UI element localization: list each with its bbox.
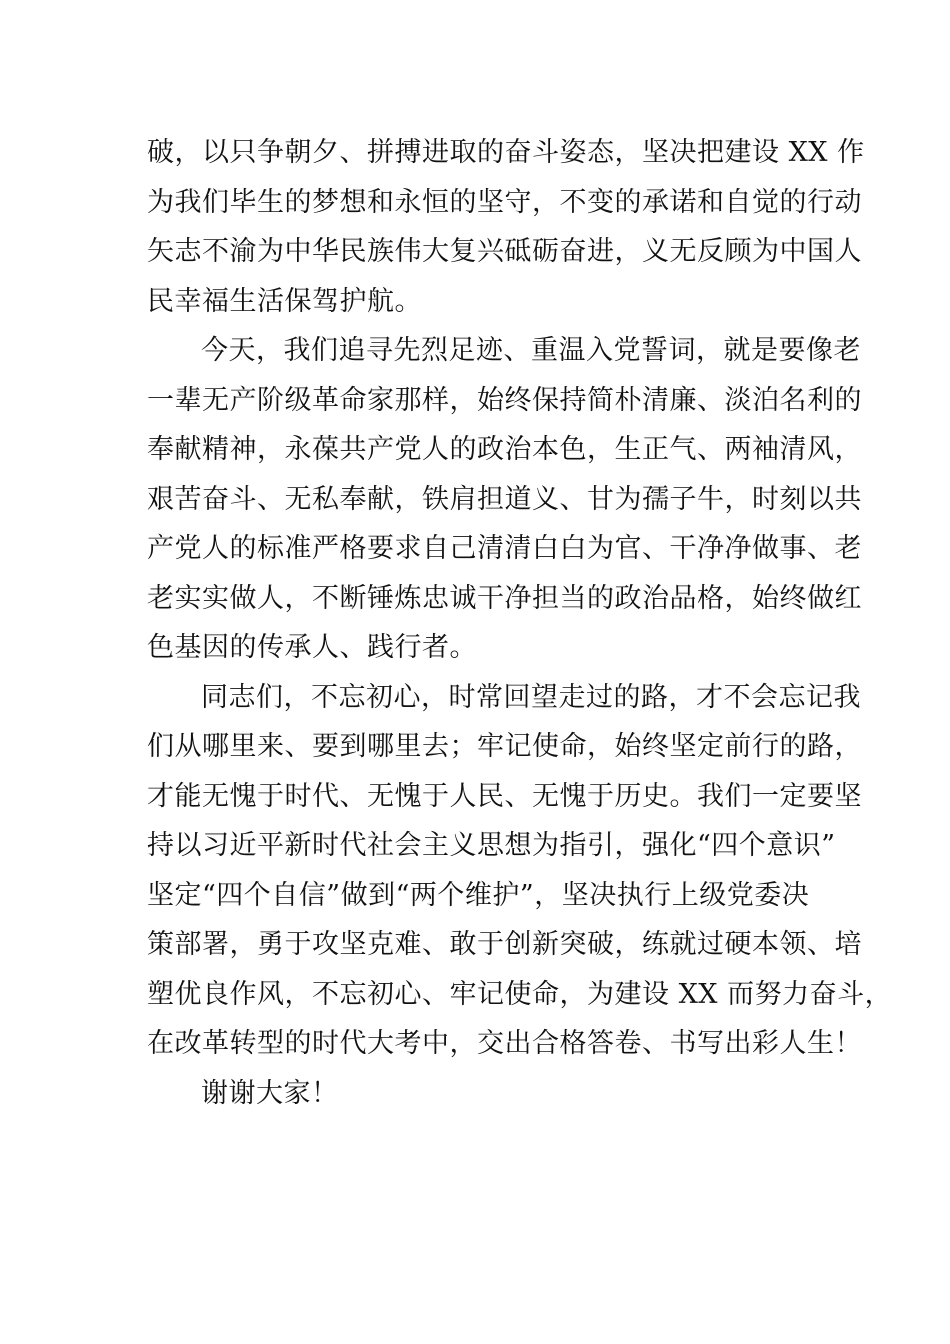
text-line: 持以习近平新时代社会主义思想为指引，强化“四个意识”: [147, 830, 836, 861]
text-line: 民幸福生活保驾护航。: [147, 285, 422, 317]
document-body: [147, 128, 893, 1118]
text-line: 产党人的标准严格要求自己清清白白为官、干净净做事、老: [147, 533, 862, 564]
text-line: 老实实做人，不断锤炼忠诚干净担当的政治品格，始终做红: [147, 582, 862, 614]
text-line: 策部署，勇于攻坚克难、敢于创新突破，练就过硬本领、培: [147, 929, 862, 960]
text-line: 破，以只争朝夕、拼搏进取的奋斗姿态，坚决把建设 XX 作: [147, 137, 865, 168]
text-line: 塑优良作风，不忘初心、牢记使命，为建设 XX 而努力奋斗，: [147, 978, 893, 1010]
text-line: 奉献精神，永葆共产党人的政治本色，生正气、两袖清风，: [147, 434, 862, 465]
paragraph-start-line: 同志们，不忘初心，时常回望走过的路，才不会忘记我: [201, 681, 861, 713]
closing-line: 谢谢大家！: [201, 1077, 339, 1109]
text-line: 艰苦奋斗、无私奉献，铁肩担道义、甘为孺子牛，时刻以共: [147, 483, 862, 515]
text-line: 在改革转型的时代大考中，交出合格答卷、书写出彩人生！: [147, 1028, 862, 1059]
paragraph-start-line: 今天，我们追寻先烈足迹、重温入党誓词，就是要像老: [201, 335, 861, 366]
text-line: 坚定“四个自信”做到“两个维护”，坚决执行上级党委决: [147, 879, 810, 911]
text-line: 色基因的传承人、践行者。: [147, 632, 477, 663]
text-line: 矢志不渝为中华民族伟大复兴砥砺奋进，义无反顾为中国人: [147, 236, 862, 267]
text-line: 为我们毕生的梦想和永恒的坚守，不变的承诺和自觉的行动: [147, 186, 862, 218]
text-line: 才能无愧于时代、无愧于人民、无愧于历史。我们一定要坚: [147, 780, 862, 812]
text-line: 们从哪里来、要到哪里去；牢记使命，始终坚定前行的路，: [147, 731, 862, 762]
text-line: 一辈无产阶级革命家那样，始终保持简朴清廉、淡泊名利的: [147, 384, 862, 416]
